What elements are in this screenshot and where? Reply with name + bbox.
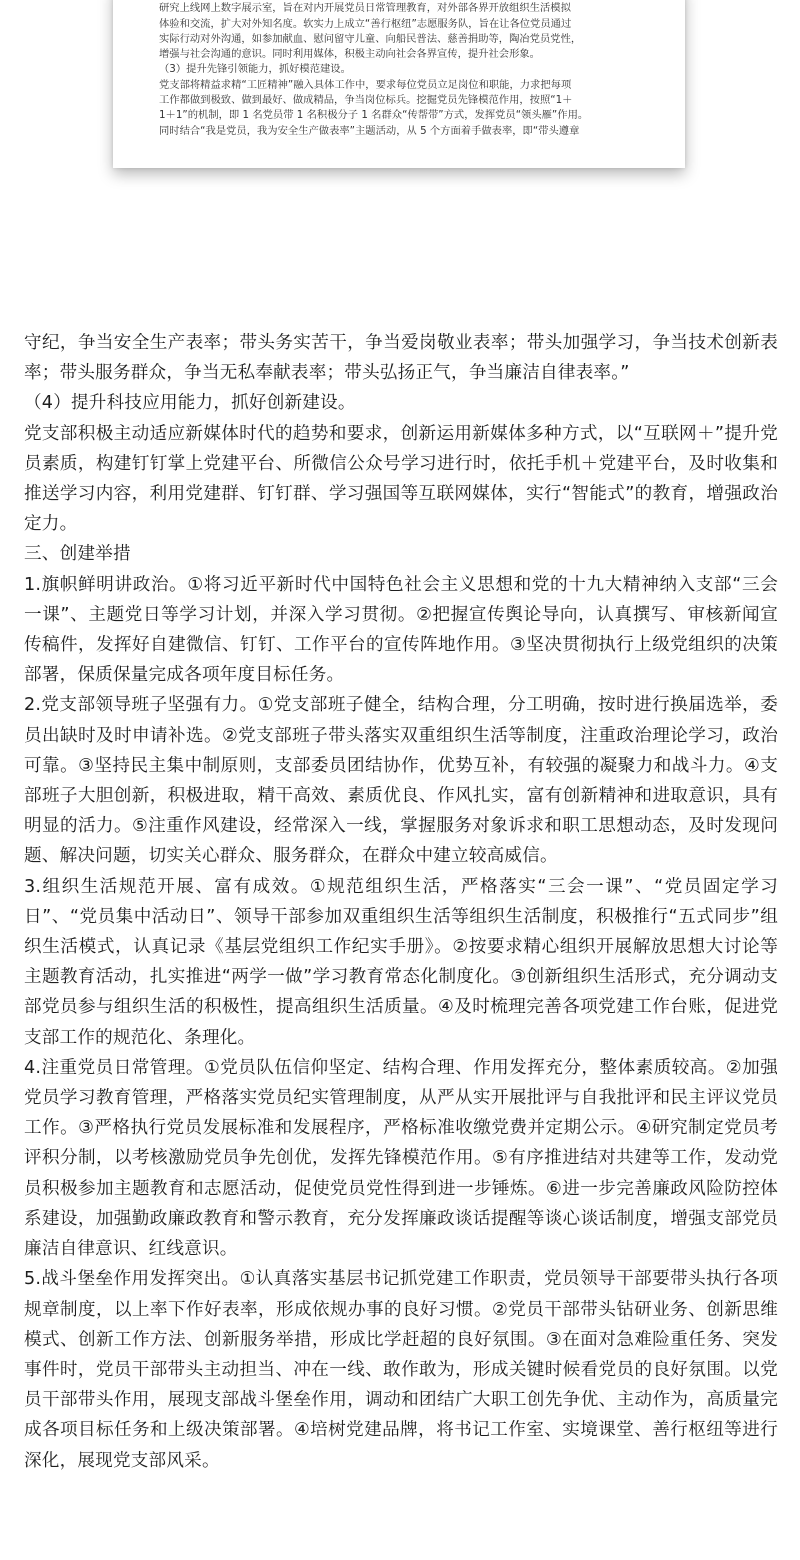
preview-line: 研究上线网上数字展示室，旨在对内开展党员日常管理教育，对外部各界开放组织生活模拟 [159, 2, 571, 15]
preview-line: 1＋1”的机制，即 1 名党员带 1 名积极分子 1 名群众“传帮带”方式，发挥党员“领头雁”作用。 [159, 109, 589, 122]
preview-line: 增强与社会沟通的意识。同时利用媒体，积极主动向社会各界宣传，提升社会形象。 [159, 48, 540, 61]
preview-line: 体验和交流，扩大对外知名度。软实力上成立“善行枢纽”志愿服务队，旨在让各位党员通过 [159, 17, 572, 30]
preview-line: 实际行动对外沟通，如参加献血、慰问留守儿童、向船民普法、慈善捐助等，陶冶党员党性， [159, 32, 582, 45]
subheading-tech: （4）提升科技应用能力，抓好创新建设。 [24, 393, 356, 414]
section-heading: 三、创建举措 [24, 544, 131, 565]
preview-line: 工作都做到极致、做到最好、做成精品，争当岗位标兵。挖掘党员先锋模范作用，按照“1＋ [159, 94, 573, 107]
preview-line: 党支部将精益求精“工匠精神”融入具体工作中，要求每位党员立足岗位和职能，力求把每项 [159, 78, 572, 91]
document-body [24, 328, 778, 1476]
measure-3: 3.组织生活规范开展、富有成效。①规范组织生活，严格落实“三会一课”、“党员固定学习日”、“党员集中活动日”、领导干部参加双重组织生活等组织生活制度，积极推行“五式同步”组织生活模式，认真记录《基层党组织工作纪实手册》。②按要求精心组织开展解放思想大讨论等主题教育活动，扎实推进“两学一做”学习教育常态化制度化。③创新组织生活形式，充分调动支部党员参与组织生活的积极性，提高组织生活质量。④及时梳理完善各项党建工作台账，促进党支部工作的规范化、条理化。 [24, 876, 778, 1048]
preview-line: 同时结合“我是党员，我为安全生产做表率”主题活动，从 5 个方面着手做表率，即“带头遵章 [159, 124, 580, 137]
preview-text [113, 0, 685, 139]
measure-1: 1.旗帜鲜明讲政治。①将习近平新时代中国特色社会主义思想和党的十九大精神纳入支部“三会一课”、主题党日等学习计划，并深入学习贯彻。②把握宣传舆论导向，认真撰写、审核新闻宣传稿件，发挥好自建微信、钉钉、工作平台的宣传阵地作用。③坚决贯彻执行上级党组织的决策部署，保质保量完成各项年度目标任务。 [24, 574, 778, 686]
paragraph-continuation: 守纪，争当安全生产表率；带头务实苦干，争当爱岗敬业表率；带头加强学习，争当技术创新表率；带头服务群众，争当无私奉献表率；带头弘扬正气，争当廉洁自律表率。” [24, 333, 778, 384]
preview-subheading: （3）提升先锋引领能力，抓好模范建设。 [159, 63, 351, 76]
document-preview-card [113, 0, 685, 168]
paragraph-tech: 党支部积极主动适应新媒体时代的趋势和要求，创新运用新媒体多种方式，以“互联网＋”提升党员素质，构建钉钉掌上党建平台、所微信公众号学习进行时，依托手机＋党建平台，及时收集和推送学习内容，利用党建群、钉钉群、学习强国等互联网媒体，实行“智能式”的教育，增强政治定力。 [24, 423, 778, 535]
measure-5: 5.战斗堡垒作用发挥突出。①认真落实基层书记抓党建工作职责，党员领导干部要带头执行各项规章制度，以上率下作好表率，形成依规办事的良好习惯。②党员干部带头钻研业务、创新思维模式、创新工作方法、创新服务举措，形成比学赶超的良好氛围。③在面对急难险重任务、突发事件时，党员干部带头主动担当、冲在一线、敢作敢为，形成关键时候看党员的良好氛围。以党员干部带头作用，展现支部战斗堡垒作用，调动和团结广大职工创先争优、主动作为，高质量完成各项目标任务和上级决策部署。④培树党建品牌，将书记工作室、实境课堂、善行枢纽等进行深化，展现党支部风采。 [24, 1269, 778, 1471]
measure-2: 2.党支部领导班子坚强有力。①党支部班子健全，结构合理，分工明确，按时进行换届选举，委员出缺时及时申请补选。②党支部班子带头落实双重组织生活等制度，注重政治理论学习，政治可靠。③坚持民主集中制原则，支部委员团结协作，优势互补，有较强的凝聚力和战斗力。④支部班子大胆创新，积极进取，精干高效、素质优良、作风扎实，富有创新精神和进取意识，具有明显的活力。⑤注重作风建设，经常深入一线，掌握服务对象诉求和职工思想动态，及时发现问题、解决问题，切实关心群众、服务群众，在群众中建立较高威信。 [24, 695, 778, 867]
measure-4: 4.注重党员日常管理。①党员队伍信仰坚定、结构合理、作用发挥充分，整体素质较高。②加强党员学习教育管理，严格落实党员纪实管理制度，从严从实开展批评与自我批评和民主评议党员工作。③严格执行党员发展标准和发展程序，严格标准收缴党费并定期公示。④研究制定党员考评积分制，以考核激励党员争先创优，发挥先锋模范作用。⑤有序推进结对共建等工作，发动党员积极参加主题教育和志愿活动，促使党员党性得到进一步锤炼。⑥进一步完善廉政风险防控体系建设，加强勤政廉政教育和警示教育，充分发挥廉政谈话提醒等谈心谈话制度，增强支部党员廉洁自律意识、红线意识。 [24, 1057, 778, 1260]
